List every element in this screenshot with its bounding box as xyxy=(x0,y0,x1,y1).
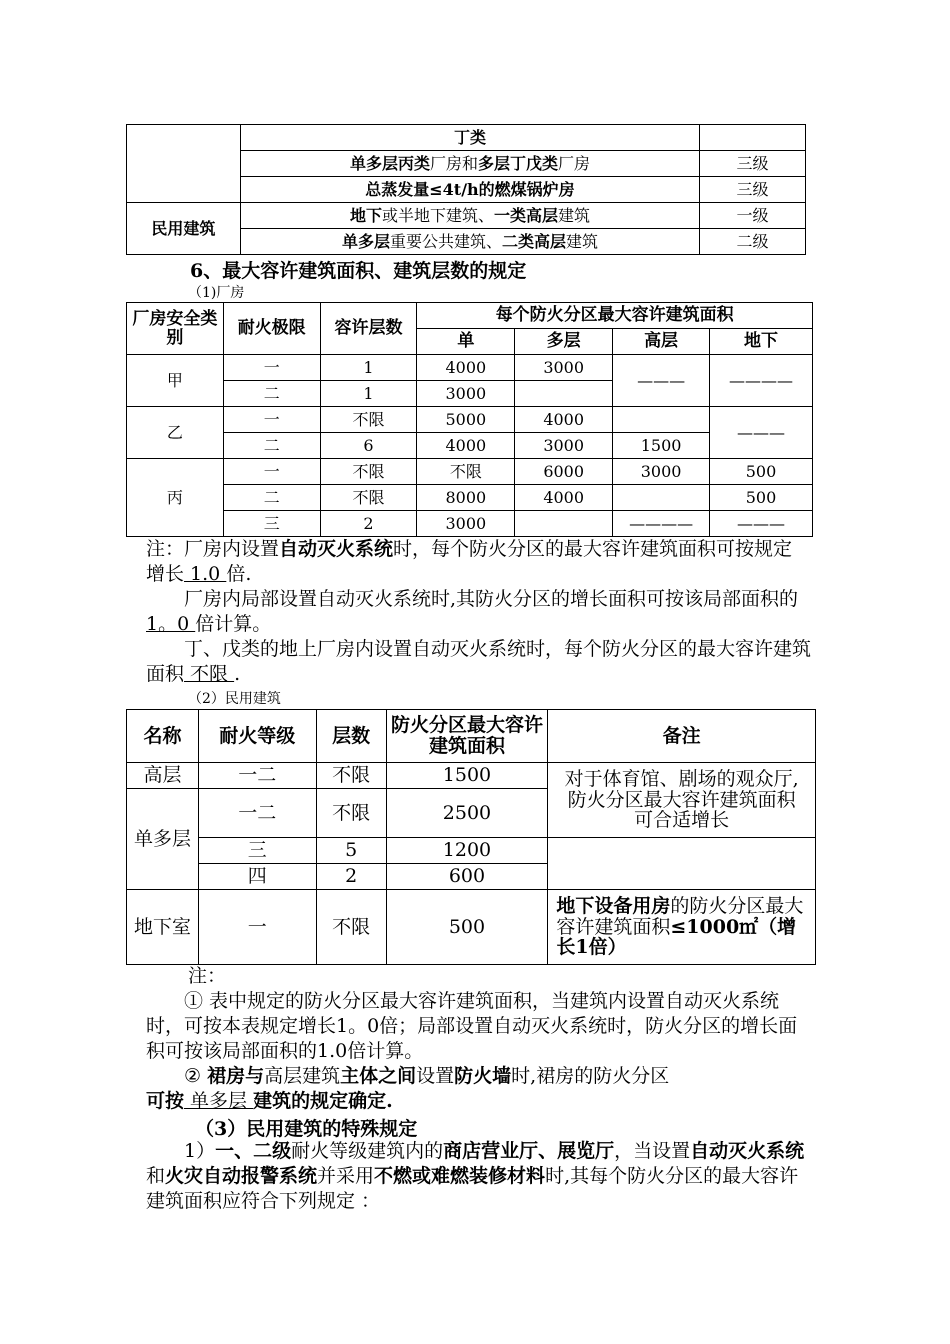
table-cell: 4000 xyxy=(515,407,613,433)
bold-text: 地下 xyxy=(349,205,382,225)
table-cell: 6 xyxy=(320,433,417,459)
note-paragraph xyxy=(146,1064,811,1089)
bold-text: 单多层丙类 xyxy=(349,153,430,173)
table-cell: 一二 xyxy=(198,789,316,838)
table-cell: 2500 xyxy=(386,789,548,838)
bold-text: 商店营业厅、展览厅 xyxy=(443,1140,615,1162)
bold-text: 不燃或难燃装修材料 xyxy=(374,1165,546,1187)
factory-table xyxy=(126,302,813,537)
table-header: 名称 xyxy=(127,710,199,763)
table-cell: 一 xyxy=(198,890,316,965)
civil-building-table xyxy=(126,709,816,965)
table-cell: 三 xyxy=(223,511,320,537)
table-header: 厂房安全类别 xyxy=(127,303,224,355)
paragraph xyxy=(146,1139,811,1214)
bold-text: 一、二级 xyxy=(215,1140,292,1162)
table-cell: 二 xyxy=(223,485,320,511)
table-header: 每个防火分区最大容许建筑面积 xyxy=(417,303,813,329)
table-row xyxy=(127,459,813,485)
table-cell: 不限 xyxy=(320,407,417,433)
bold-text: 单多层 xyxy=(341,231,390,251)
table-cell: 8000 xyxy=(417,485,515,511)
table-cell xyxy=(548,890,816,965)
table-cell: 不限 xyxy=(320,485,417,511)
text: 高层建筑 xyxy=(264,1065,341,1087)
text: 1） xyxy=(184,1140,216,1162)
text: 时,其每个防火分区的最大容许建筑面积应符合下列规定 ： xyxy=(146,1165,799,1212)
bold-text: 二类高层 xyxy=(501,231,566,251)
bold-text: 多层丁戊类 xyxy=(477,153,558,173)
text: 倍. xyxy=(226,563,252,585)
table-row xyxy=(127,355,813,381)
table-cell: 丙 xyxy=(127,459,224,537)
table-cell: 3000 xyxy=(515,355,613,381)
table-cell: 3000 xyxy=(417,381,515,407)
table-cell: 甲 xyxy=(127,355,224,407)
table-cell: 500 xyxy=(710,485,813,511)
note-paragraph xyxy=(146,1089,811,1114)
table-header: 多层 xyxy=(515,329,613,355)
table-cell: 5000 xyxy=(417,407,515,433)
bold-text: 防火墙 xyxy=(454,1065,512,1087)
table-cell: 三级 xyxy=(700,151,806,177)
text: 建筑 xyxy=(565,231,598,251)
table-cell: ——— xyxy=(710,407,813,459)
table-cell: 3000 xyxy=(613,459,710,485)
table-cell: 一 xyxy=(223,459,320,485)
bold-text: 火灾自动报警系统 xyxy=(165,1165,318,1187)
table-row xyxy=(127,203,806,229)
table-cell: 地下室 xyxy=(127,890,199,965)
table-header: 单 xyxy=(417,329,515,355)
table-row xyxy=(127,763,816,789)
bold-text: 一类高层 xyxy=(493,205,558,225)
section-heading: （3）民用建筑的特殊规定 xyxy=(195,1118,418,1140)
table-cell: 二 xyxy=(223,381,320,407)
table-cell: 2 xyxy=(320,511,417,537)
table-header: 耐火等级 xyxy=(198,710,316,763)
table-cell xyxy=(240,229,699,255)
note-paragraph xyxy=(146,537,811,587)
table-cell xyxy=(613,407,710,433)
table-cell: 三级 xyxy=(700,177,806,203)
bold-text: 建筑的规定确定. xyxy=(253,1090,393,1112)
table-row xyxy=(127,125,806,151)
table-cell xyxy=(515,511,613,537)
table-cell: 1500 xyxy=(386,763,548,789)
note-paragraph xyxy=(146,637,811,687)
text: 重要公共建筑、 xyxy=(389,231,502,251)
text: 的防火分区最大容许建筑面积 xyxy=(556,894,804,938)
bold-text: ≤1000㎡（增长1倍） xyxy=(556,915,797,959)
text: 时，每个防火分区的最大容许建筑面积可按规定增长 xyxy=(146,538,793,585)
table-header-row xyxy=(127,303,813,329)
table-cell: 不限 xyxy=(316,789,386,838)
table-cell: 1500 xyxy=(613,433,710,459)
table-row xyxy=(127,890,816,965)
text: ，当设置 xyxy=(614,1140,691,1162)
subsection-label: （1)厂房 xyxy=(188,285,245,301)
table-cell: 不限 xyxy=(320,459,417,485)
table-row xyxy=(127,485,813,511)
bold-text: 地下设备用房 xyxy=(556,894,671,917)
table-cell: 不限 xyxy=(417,459,515,485)
table-row xyxy=(127,511,813,537)
table-cell: 二级 xyxy=(700,229,806,255)
table-cell: 1 xyxy=(320,355,417,381)
text: . xyxy=(234,663,241,685)
text: 或半地下建筑、 xyxy=(381,205,494,225)
table-cell xyxy=(515,381,613,407)
table-header: 层数 xyxy=(316,710,386,763)
table-cell: ——— xyxy=(710,511,813,537)
bold-text: 可按 xyxy=(146,1090,185,1112)
table-row xyxy=(127,838,816,864)
table-cell: 3000 xyxy=(515,433,613,459)
table-cell: 三 xyxy=(198,838,316,864)
table-cell xyxy=(700,125,806,151)
table-cell: 600 xyxy=(386,864,548,890)
text: 丁、戊类的地上厂房内设置自动灭火系统时，每个防火分区的最大容许建筑面积 xyxy=(146,638,812,685)
table-cell: ———— xyxy=(710,355,813,407)
table-cell: 不限 xyxy=(316,890,386,965)
table-header: 备注 xyxy=(548,710,816,763)
table-cell: 民用建筑 xyxy=(127,203,241,255)
table-cell: 1200 xyxy=(386,838,548,864)
table-cell: 6000 xyxy=(515,459,613,485)
table-cell: ———— xyxy=(613,511,710,537)
table-cell: 对于体育馆、剧场的观众厅,防火分区最大容许建筑面积可合适增长 xyxy=(548,763,816,838)
fire-grade-table xyxy=(126,124,806,255)
table-cell: 500 xyxy=(386,890,548,965)
table-cell: 一级 xyxy=(700,203,806,229)
text: 厂房 xyxy=(557,153,590,173)
table-cell: 二 xyxy=(223,433,320,459)
table-cell: 3000 xyxy=(417,511,515,537)
bold-text: 主体之间 xyxy=(340,1065,417,1087)
table-cell: 500 xyxy=(710,459,813,485)
table-cell: 四 xyxy=(198,864,316,890)
underlined-value: 1。0 xyxy=(146,613,196,635)
text: 注：厂房内设置 xyxy=(146,538,280,560)
underlined-value: 单多层 xyxy=(184,1090,254,1112)
table-cell: ——— xyxy=(613,355,710,407)
text: ② xyxy=(184,1065,208,1087)
table-cell: 高层 xyxy=(127,763,199,789)
table-cell: 5 xyxy=(316,838,386,864)
note-paragraph xyxy=(146,587,811,637)
table-cell: 1 xyxy=(320,381,417,407)
text: 耐火等级建筑内的 xyxy=(291,1140,444,1162)
table-cell xyxy=(548,838,816,890)
bold-text: 裙房与 xyxy=(207,1065,265,1087)
table-cell xyxy=(240,203,699,229)
bold-text: 自动灭火系统 xyxy=(279,538,394,560)
table-header: 容许层数 xyxy=(320,303,417,355)
table-cell xyxy=(613,485,710,511)
table-row xyxy=(127,407,813,433)
table-cell xyxy=(240,151,699,177)
table-header: 高层 xyxy=(613,329,710,355)
table-cell: 一 xyxy=(223,407,320,433)
table-cell xyxy=(127,125,241,203)
table-cell: 总蒸发量≤4t/h的燃煤锅炉房 xyxy=(240,177,699,203)
table-cell: 4000 xyxy=(417,355,515,381)
bold-text: 自动灭火系统 xyxy=(690,1140,805,1162)
text: 设置 xyxy=(416,1065,455,1087)
table-cell: 丁类 xyxy=(240,125,699,151)
table-cell: 乙 xyxy=(127,407,224,459)
text: 时,裙房的防火分区 xyxy=(511,1065,670,1087)
underlined-value: 1.0 xyxy=(184,563,227,585)
table-cell: 一 xyxy=(223,355,320,381)
text: 并采用 xyxy=(317,1165,375,1187)
note-paragraph: ① 表中规定的防火分区最大容许建筑面积，当建筑内设置自动灭火系统时，可按本表规定增长1。0倍；局部设置自动灭火系统时，防火分区的增长面积可按该局部面积的1.0倍计算。 xyxy=(146,990,798,1062)
table-cell: 4000 xyxy=(417,433,515,459)
table-header: 地下 xyxy=(710,329,813,355)
table-cell: 2 xyxy=(316,864,386,890)
table-cell: 4000 xyxy=(515,485,613,511)
table-header: 防火分区最大容许建筑面积 xyxy=(386,710,548,763)
text: 厂房和 xyxy=(429,153,478,173)
table-header: 耐火极限 xyxy=(223,303,320,355)
table-header-row xyxy=(127,710,816,763)
subsection-label: （2）民用建筑 xyxy=(188,691,281,707)
table-cell: 不限 xyxy=(316,763,386,789)
text: 和 xyxy=(146,1165,166,1187)
section-heading: 6、最大容许建筑面积、建筑层数的规定 xyxy=(190,260,527,282)
table-cell: 一二 xyxy=(198,763,316,789)
text: 建筑 xyxy=(557,205,590,225)
text: 厂房内局部设置自动灭火系统时,其防火分区的增长面积可按该局部面积的 xyxy=(184,588,799,610)
underlined-value: 不限 xyxy=(184,663,235,685)
text: 倍计算。 xyxy=(195,613,272,635)
note-label: 注： xyxy=(188,965,227,987)
table-cell: 单多层 xyxy=(127,789,199,890)
